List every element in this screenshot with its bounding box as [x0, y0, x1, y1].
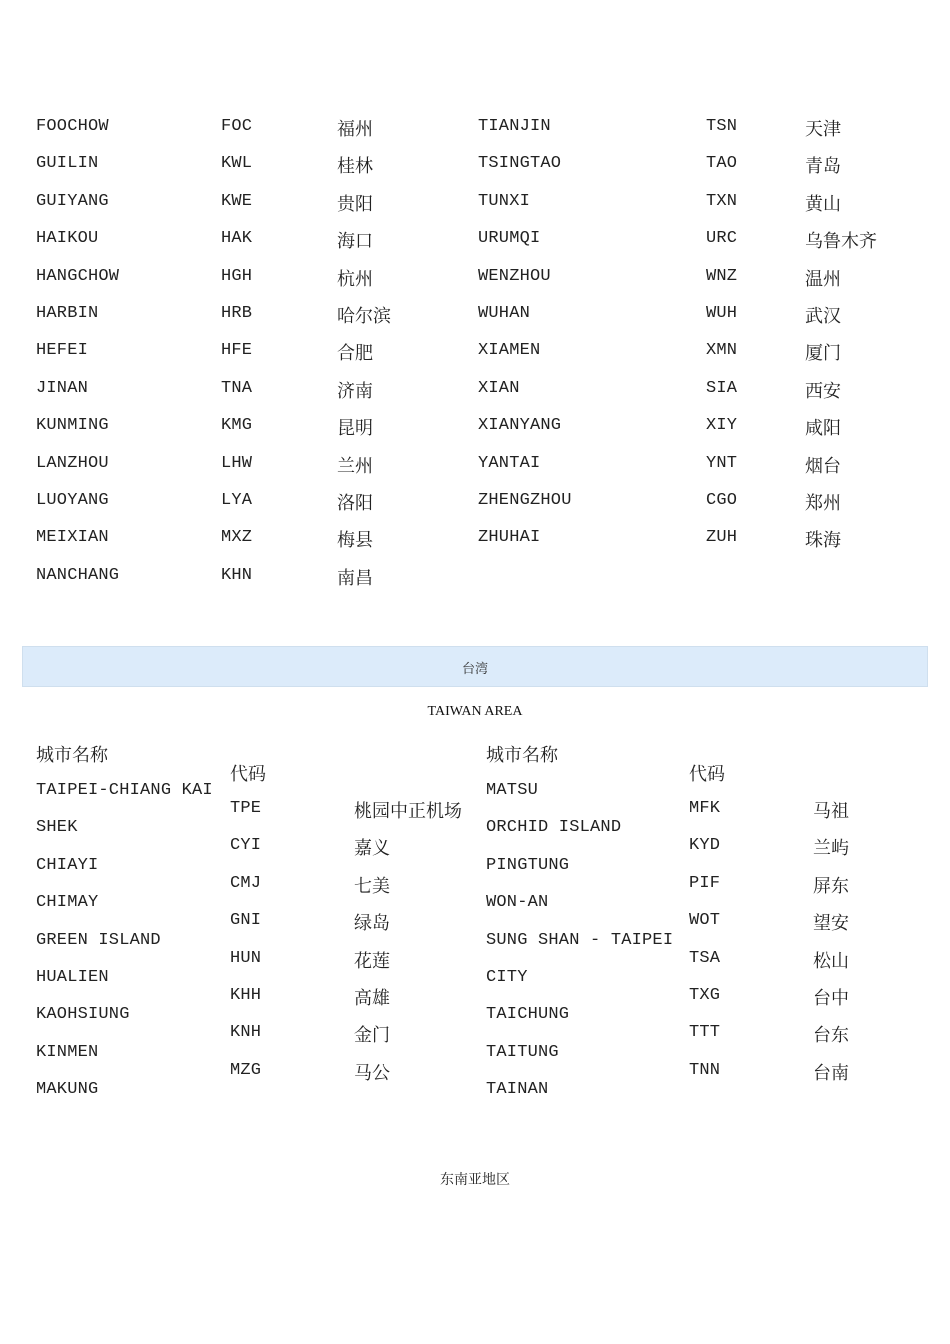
- city-name: CITY: [486, 968, 528, 987]
- airport-code: LHW: [221, 453, 253, 473]
- city-name: TUNXI: [478, 191, 531, 211]
- airport-code: ZUH: [706, 528, 738, 548]
- city-name: KINMEN: [36, 1042, 99, 1062]
- chinese-name: 兰州: [337, 455, 373, 477]
- airport-code: XMN: [706, 341, 738, 361]
- chinese-name: 济南: [337, 380, 373, 402]
- city-name: TSINGTAO: [478, 154, 562, 174]
- airport-code: HRB: [221, 304, 253, 323]
- city-name: KUNMING: [36, 416, 109, 436]
- taiwan-right-city-header: 城市名称: [486, 745, 558, 766]
- city-name: SUNG SHAN - TAIPEI: [486, 930, 674, 950]
- chinese-name: 台东: [813, 1025, 849, 1047]
- city-name: LUOYANG: [36, 491, 109, 510]
- airport-code: TNN: [689, 1060, 721, 1080]
- city-name: URUMQI: [478, 229, 541, 249]
- airport-code: HAK: [221, 229, 253, 249]
- airport-code: TTT: [689, 1023, 721, 1043]
- chinese-name: 南昌: [337, 567, 373, 589]
- airport-row: [0, 304, 950, 341]
- chinese-name: 马祖: [813, 801, 849, 822]
- chinese-name: 七美: [354, 875, 390, 897]
- city-name: HEFEI: [36, 341, 89, 361]
- city-name: HUALIEN: [36, 968, 109, 987]
- city-name: LANZHOU: [36, 453, 109, 473]
- chinese-name: 桂林: [337, 156, 373, 178]
- chinese-name: 郑州: [805, 493, 841, 514]
- airport-code: TNA: [221, 378, 253, 398]
- city-name: MATSU: [486, 781, 539, 800]
- airport-code: TAO: [706, 154, 738, 174]
- chinese-name: 高雄: [354, 988, 390, 1009]
- chinese-name: 咸阳: [805, 418, 841, 440]
- city-name: TAIPEI-CHIANG KAI: [36, 781, 213, 800]
- city-name: TAINAN: [486, 1080, 549, 1100]
- airport-row: [0, 566, 950, 603]
- airport-code: TXG: [689, 986, 721, 1005]
- airport-code: HUN: [230, 948, 262, 968]
- city-name: NANCHANG: [36, 565, 120, 585]
- airport-code: WOT: [689, 911, 721, 931]
- city-name: SHEK: [36, 818, 78, 838]
- chinese-name: 合肥: [337, 343, 373, 365]
- airport-code: TSA: [689, 948, 721, 968]
- southeast-asia-section-title: 东南亚地区: [440, 1172, 510, 1188]
- chinese-name: 西安: [805, 380, 841, 402]
- airport-code: MXZ: [221, 528, 253, 548]
- airport-code: TXN: [706, 191, 738, 211]
- city-name: KAOHSIUNG: [36, 1005, 130, 1025]
- chinese-name: 嘉义: [354, 838, 390, 860]
- airport-code: WNZ: [706, 266, 738, 286]
- chinese-name: 金门: [354, 1025, 390, 1047]
- chinese-name: 福州: [337, 119, 373, 140]
- city-name: GUILIN: [36, 154, 99, 174]
- airport-code: YNT: [706, 453, 738, 473]
- city-name: MAKUNG: [36, 1080, 99, 1100]
- city-name: HAIKOU: [36, 229, 99, 249]
- city-name: WENZHOU: [478, 266, 551, 286]
- chinese-name: 洛阳: [337, 493, 373, 514]
- taiwan-left-city-header: 城市名称: [36, 745, 108, 766]
- chinese-name: 武汉: [805, 306, 841, 327]
- airport-code: HFE: [221, 341, 253, 361]
- city-name: CHIAYI: [36, 855, 99, 875]
- chinese-name: 昆明: [337, 418, 373, 440]
- airport-code: CYI: [230, 836, 262, 856]
- airport-code: KHH: [230, 986, 262, 1005]
- airport-code: PIF: [689, 873, 721, 893]
- airport-row: [0, 454, 950, 491]
- airport-row: [0, 192, 950, 229]
- city-name: MEIXIAN: [36, 528, 109, 548]
- airport-row: [0, 267, 950, 304]
- taiwan-section-band: [22, 646, 928, 687]
- chinese-name: 梅县: [337, 530, 373, 552]
- airport-code: TPE: [230, 799, 262, 818]
- airport-row: [0, 341, 950, 378]
- airport-code: KNH: [230, 1023, 262, 1043]
- airport-code: KYD: [689, 836, 721, 856]
- taiwan-right-code-header: 代码: [689, 764, 725, 785]
- airport-row: [0, 528, 950, 565]
- airport-code: HGH: [221, 266, 253, 286]
- airport-row: [0, 416, 950, 453]
- chinese-name: 杭州: [337, 268, 373, 290]
- airport-code: FOC: [221, 117, 253, 136]
- mainland-airport-table: [0, 117, 950, 607]
- chinese-name: 屏东: [813, 875, 849, 897]
- chinese-name: 黄山: [805, 193, 841, 215]
- city-name: HANGCHOW: [36, 266, 120, 286]
- airport-code: SIA: [706, 378, 738, 398]
- chinese-name: 花莲: [354, 950, 390, 972]
- chinese-name: 天津: [805, 119, 841, 140]
- city-name: XIANYANG: [478, 416, 562, 436]
- city-name: ORCHID ISLAND: [486, 818, 622, 838]
- chinese-name: 台中: [813, 988, 849, 1009]
- chinese-name: 兰屿: [813, 838, 849, 860]
- chinese-name: 马公: [354, 1062, 390, 1084]
- chinese-name: 桃园中正机场: [354, 801, 462, 822]
- city-name: CHIMAY: [36, 893, 99, 913]
- chinese-name: 珠海: [805, 530, 841, 552]
- chinese-name: 台南: [813, 1062, 849, 1084]
- chinese-name: 海口: [337, 231, 373, 253]
- chinese-name: 厦门: [805, 343, 841, 365]
- airport-code: CMJ: [230, 873, 262, 893]
- airport-row: [0, 379, 950, 416]
- airport-code: URC: [706, 229, 738, 249]
- chinese-name: 哈尔滨: [337, 306, 391, 327]
- airport-code: LYA: [221, 491, 253, 510]
- taiwan-area-subtitle: TAIWAN AREA: [427, 704, 523, 719]
- city-name: XIAMEN: [478, 341, 541, 361]
- chinese-name: 烟台: [805, 455, 841, 477]
- chinese-name: 贵阳: [337, 193, 373, 215]
- chinese-name: 松山: [813, 950, 849, 972]
- city-name: JINAN: [36, 378, 89, 398]
- city-name: FOOCHOW: [36, 117, 109, 136]
- city-name: TIANJIN: [478, 117, 551, 136]
- city-name: TAICHUNG: [486, 1005, 570, 1025]
- taiwan-section-title: 台湾: [461, 662, 488, 677]
- taiwan-left-code-header: 代码: [230, 764, 266, 785]
- chinese-name: 望安: [813, 913, 849, 935]
- airport-code: MZG: [230, 1060, 262, 1080]
- city-name: PINGTUNG: [486, 855, 570, 875]
- city-name: WON-AN: [486, 893, 549, 913]
- airport-code: WUH: [706, 304, 738, 323]
- airport-code: KWE: [221, 191, 253, 211]
- chinese-name: 绿岛: [354, 913, 390, 935]
- airport-code: KMG: [221, 416, 253, 436]
- airport-row: [0, 117, 950, 154]
- airport-row: [0, 491, 950, 528]
- city-name: GUIYANG: [36, 191, 109, 211]
- airport-row: [0, 229, 950, 266]
- city-name: TAITUNG: [486, 1042, 559, 1062]
- city-name: XIAN: [478, 378, 520, 398]
- city-name: ZHENGZHOU: [478, 491, 572, 510]
- chinese-name: 温州: [805, 268, 841, 290]
- chinese-name: 乌鲁木齐: [805, 231, 877, 253]
- airport-code: KWL: [221, 154, 253, 174]
- city-name: WUHAN: [478, 304, 531, 323]
- airport-code: KHN: [221, 565, 253, 585]
- airport-row: [0, 154, 950, 191]
- airport-code: TSN: [706, 117, 738, 136]
- city-name: HARBIN: [36, 304, 99, 323]
- city-name: ZHUHAI: [478, 528, 541, 548]
- airport-code: XIY: [706, 416, 738, 436]
- airport-code: MFK: [689, 799, 721, 818]
- city-name: YANTAI: [478, 453, 541, 473]
- chinese-name: 青岛: [805, 156, 841, 178]
- airport-code: GNI: [230, 911, 262, 931]
- airport-code: CGO: [706, 491, 738, 510]
- city-name: GREEN ISLAND: [36, 930, 161, 950]
